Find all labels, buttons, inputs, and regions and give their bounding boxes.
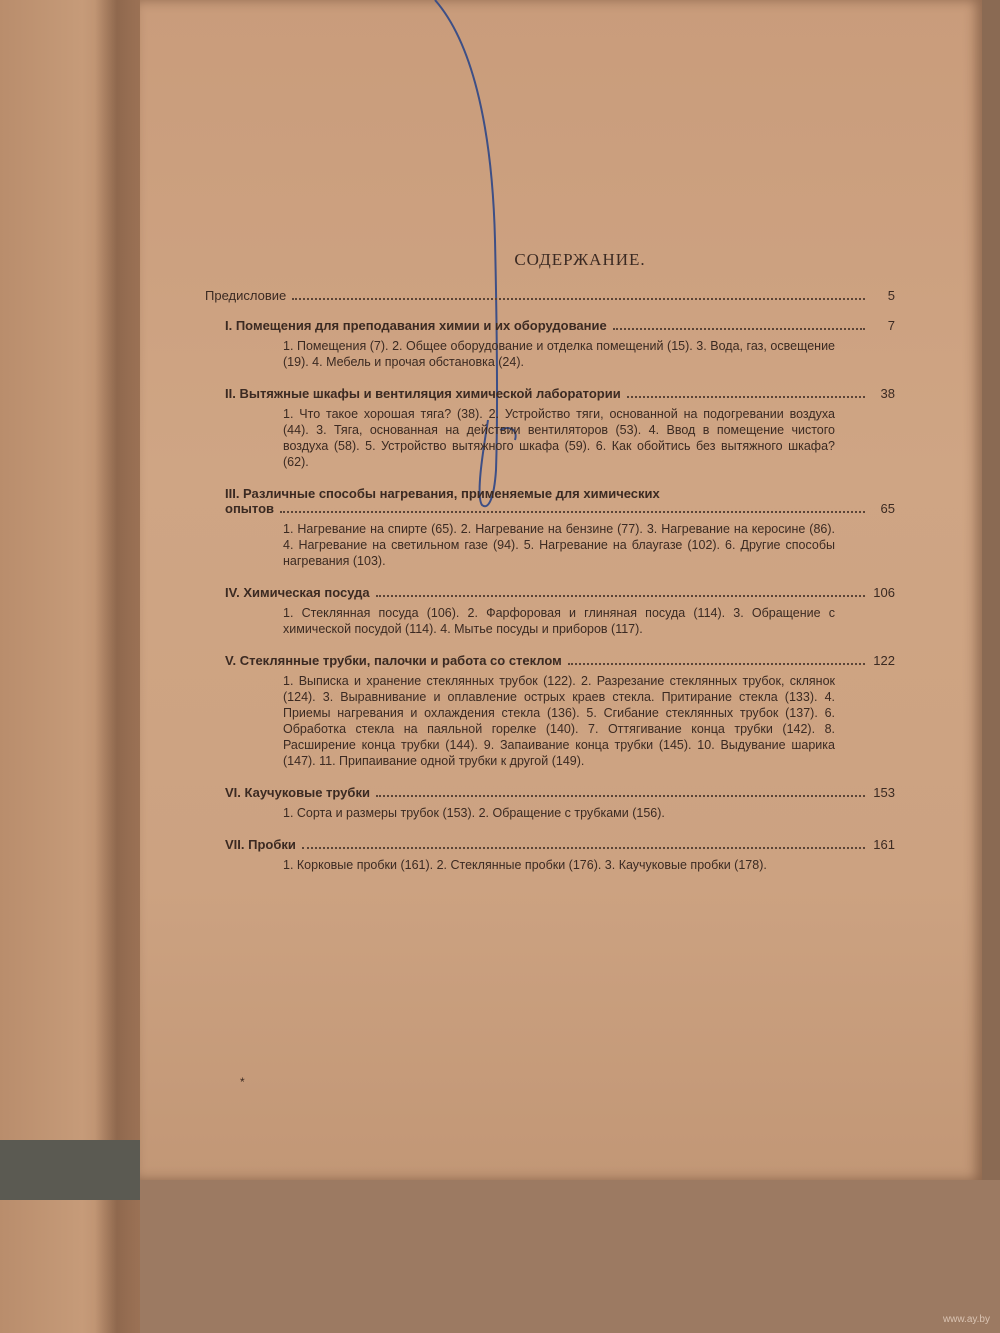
leader-dots bbox=[292, 298, 865, 300]
page-number: 65 bbox=[880, 501, 895, 516]
toc-chapter-6 bbox=[225, 785, 895, 821]
preface-label: Предисловие bbox=[205, 288, 287, 303]
toc-chapter-3 bbox=[225, 486, 895, 569]
leader-dots bbox=[376, 795, 865, 797]
page-number: 122 bbox=[873, 653, 895, 668]
page-number: 5 bbox=[887, 288, 895, 303]
leader-dots bbox=[568, 663, 865, 665]
toc-chapter-7 bbox=[225, 837, 895, 873]
chapter-title: I. Помещения для преподавания химии и их оборудование bbox=[225, 318, 607, 333]
toc-title: СОДЕРЖАНИЕ. bbox=[514, 250, 646, 269]
page-number: 106 bbox=[873, 585, 895, 600]
leader-dots bbox=[280, 511, 865, 513]
chapter-sections: 1. Нагревание на спирте (65). 2. Нагревание на бензине (77). 3. Нагревание на керосине (86). 4. Нагревание на светильном газе (94). 5. Нагревание на блаугазе (102). 6. Другие способы нагревания (103). bbox=[283, 522, 835, 568]
table-of-contents bbox=[205, 250, 895, 889]
leader-dots bbox=[627, 396, 865, 398]
chapter-title: VII. Пробки bbox=[225, 837, 296, 852]
toc-chapter-5 bbox=[225, 653, 895, 769]
leader-dots bbox=[302, 847, 865, 849]
book-cover-edge bbox=[0, 1140, 160, 1200]
leader-dots bbox=[376, 595, 865, 597]
chapter-sections: 1. Выписка и хранение стеклянных трубок (122). 2. Разрезание стеклянных трубок, склянок (124). 3. Выравнивание и оплавление острых краев стекла. Притирание стекла (133). 4. Приемы нагревания и охлаждения стекла (136). 5. Сгибание стеклянных трубок (137). 6. Обработка стекла на паяльной горелке (140). 7. Оттягивание конца трубки (142). 8. Расширение конца трубки (144). 9. Запаивание конца трубки (145). 10. Выдувание шарика (147). 11. Припаивание одной трубки к другой (149). bbox=[283, 674, 835, 768]
watermark: www.ay.by bbox=[942, 1314, 990, 1325]
chapter-title: V. Стеклянные трубки, палочки и работа со стеклом bbox=[225, 653, 562, 668]
chapter-title: VI. Каучуковые трубки bbox=[225, 785, 370, 800]
chapter-title: опытов bbox=[225, 501, 275, 516]
chapter-title: IV. Химическая посуда bbox=[225, 585, 370, 600]
background-surface bbox=[140, 1180, 1000, 1333]
chapter-title-line1: III. Различные способы нагревания, применяемые для химических bbox=[225, 486, 660, 501]
toc-chapter-2 bbox=[225, 386, 895, 470]
footer-mark: * bbox=[240, 1075, 245, 1089]
chapter-title: II. Вытяжные шкафы и вентиляция химической лаборатории bbox=[225, 386, 621, 401]
chapter-sections: 1. Стеклянная посуда (106). 2. Фарфоровая и глиняная посуда (114). 3. Обращение с химической посудой (114). 4. Мытье посуды и приборов (117). bbox=[283, 606, 835, 636]
page-number: 153 bbox=[873, 785, 895, 800]
toc-chapter-1 bbox=[225, 318, 895, 370]
toc-chapter-4 bbox=[225, 585, 895, 637]
chapter-sections: 1. Сорта и размеры трубок (153). 2. Обращение с трубками (156). bbox=[283, 806, 665, 820]
page-number: 7 bbox=[887, 318, 895, 333]
chapter-sections: 1. Корковые пробки (161). 2. Стеклянные пробки (176). 3. Каучуковые пробки (178). bbox=[283, 858, 767, 872]
toc-entry-preface bbox=[205, 288, 895, 304]
page-number: 161 bbox=[873, 837, 895, 852]
chapter-sections: 1. Что такое хорошая тяга? (38). 2. Устройство тяги, основанной на подогревании воздуха (44). 3. Тяга, основанная на действии вентиляторов (53). 4. Ввод в помещение чистого воздуха (58). 5. Устройство вытяжного шкафа (59). 6. Как обойтись без вытяжного шкафа? (62). bbox=[283, 407, 835, 469]
chapter-sections: 1. Помещения (7). 2. Общее оборудование и отделка помещений (15). 3. Вода, газ, освещение (19). 4. Мебель и прочая обстановка (24). bbox=[283, 339, 835, 369]
page-number: 38 bbox=[880, 386, 895, 401]
leader-dots bbox=[613, 328, 865, 330]
